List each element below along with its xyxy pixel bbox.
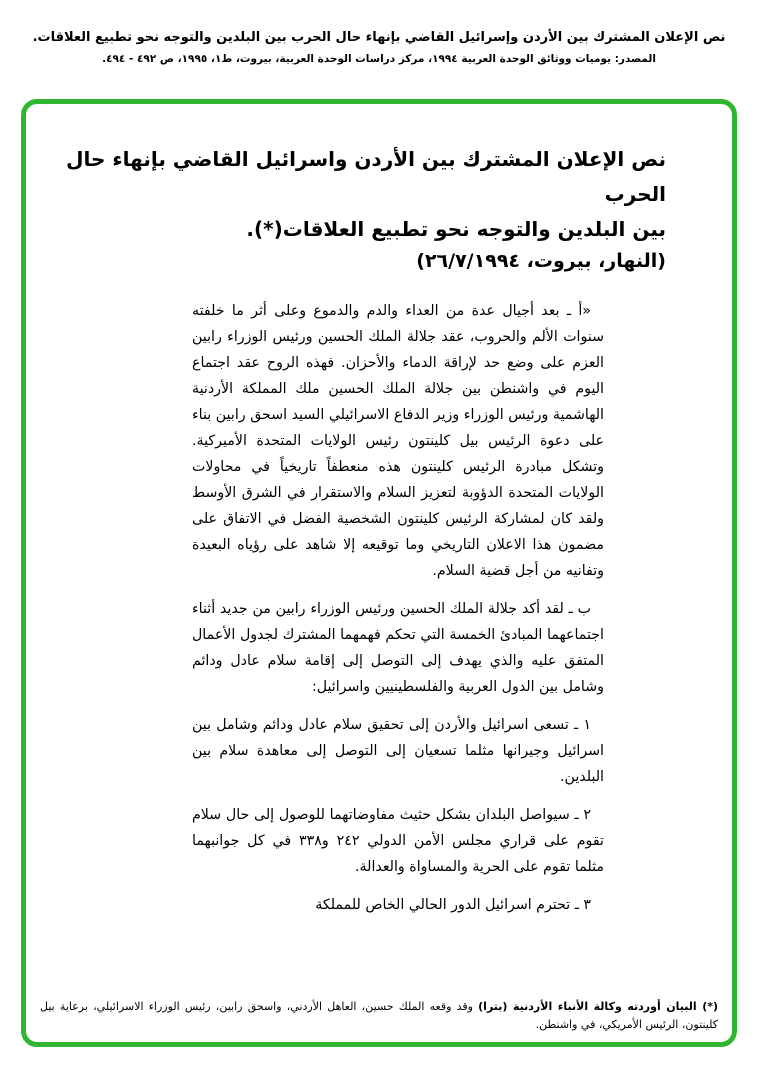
document-title	[62, 142, 666, 247]
footnote	[40, 998, 718, 1034]
numbered-item-2: ٢ ـ سيواصل البلدان بشكل حثيث مفاوضاتهما للوصول إلى حال سلام تقوم على قراري مجلس الأمن الدولي ٢٤٢ و٣٣٨ في كل جوانبهما مثلما تقوم على الحرية والمساواة والعدالة.	[192, 807, 604, 875]
paragraph-b: ب ـ لقد أكد جلالة الملك الحسين ورئيس الوزراء رابين من جديد أثناء اجتماعهما المبادئ الخمسة التي تحكم فهمهما المشترك لجدول الأعمال المتفق عليه والذي يهدف إلى التوصل إلى إقامة سلام عادل ودائم وشامل بين الدول العربية والفلسطينيين واسرائيل:	[192, 601, 604, 695]
header-title: نص الإعلان المشترك بين الأردن وإسرائيل القاضي بإنهاء حال الحرب بين البلدين والتوجه نحو تطبيع العلاقات.	[32, 30, 726, 45]
document-title-line-1: نص الإعلان المشترك بين الأردن واسرائيل القاضي بإنهاء حال الحرب	[66, 147, 666, 206]
paragraph-a: «أ ـ بعد أجيال عدة من العداء والدم والدموع وعلى أثر ما خلفته سنوات الألم والحروب، عقد جلالة الملك الحسين ورئيس الوزراء رابين العزم على وضع حد لإراقة الدماء والأحزان. فهذه الروح عقد اجتماع اليوم في واشنطن بين جلالة الملك الحسين ملك المملكة الأردنية الهاشمية ورئيس الوزراء وزير الدفاع الاسرائيلي السيد اسحق رابين بناء على دعوة الرئيس بيل كلينتون رئيس الولايات المتحدة الأميركية. وتشكل مبادرة الرئيس كلينتون هذه منعطفاً تاريخياً في محاولات الولايات المتحدة الدؤوبة لتعزيز السلام والاستقرار في الشرق الأوسط ولقد كان لمشاركة الرئيس كلينتون الشخصية الفضل في الاتفاق على مضمون هذا الاعلان التاريخي وما توقيعه إلا شاهد على رؤياه البعيدة وتفانيه من أجل قضية السلام.	[192, 303, 604, 579]
footnote-text: وقد وقعه الملك حسين، العاهل الأردني، واسحق رابين، رئيس الوزراء الاسرائيلي، برعاية بيل كلينتون، الرئيس الأمريكي، في واشنطن.	[40, 1000, 718, 1031]
header-source-citation: المصدر: يوميات ووثائق الوحدة العربية ١٩٩٤، مركز دراسات الوحدة العربية، بيروت، ط١، ١٩٩٥، ص ٤٩٢ - ٤٩٤.	[102, 53, 656, 65]
numbered-item-3: ٣ ـ تحترم اسرائيل الدور الحالي الخاص للمملكة	[315, 897, 591, 913]
footnote-lead: (*) البيان أوردته وكالة الأنباء الأردنية (بترا)	[478, 1000, 718, 1013]
numbered-item-1: ١ ـ تسعى اسرائيل والأردن إلى تحقيق سلام عادل ودائم وشامل بين اسرائيل وجيرانها مثلما تسعيان إلى التوصل إلى معاهدة سلام بين البلدين.	[192, 717, 604, 785]
document-dateline: (النهار، بيروت، ٢٦/٧/١٩٩٤)	[416, 250, 666, 272]
document-frame	[21, 99, 737, 1047]
page-header	[0, 0, 758, 65]
document-body	[192, 298, 604, 918]
document-title-line-2: بين البلدين والتوجه نحو تطبيع العلاقات(*).	[246, 217, 666, 241]
